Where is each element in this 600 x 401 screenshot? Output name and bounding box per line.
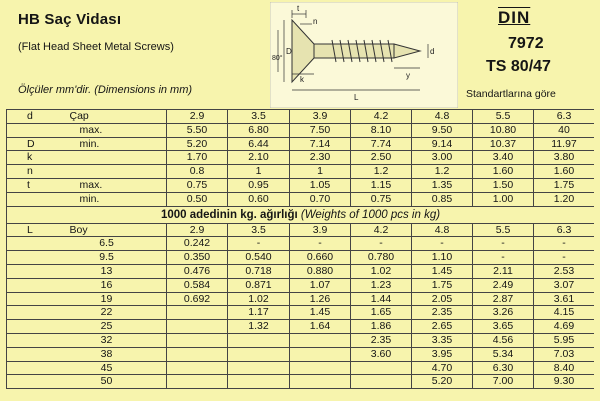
weight-row bbox=[7, 375, 595, 389]
weight-cell bbox=[351, 375, 412, 389]
size-cell: 3.5 bbox=[228, 110, 290, 124]
size-cell: 4.2 bbox=[351, 110, 412, 124]
weight-cell: 1.45 bbox=[290, 306, 351, 320]
weight-cell: 1.07 bbox=[290, 278, 351, 292]
t-min-row bbox=[7, 192, 595, 206]
k-label: k bbox=[7, 151, 62, 165]
n-cell: 1.2 bbox=[412, 165, 473, 179]
weight-cell: 0.584 bbox=[167, 278, 228, 292]
k-cell: 3.00 bbox=[412, 151, 473, 165]
weight-cell: 1.44 bbox=[351, 292, 412, 306]
weight-cell: 4.56 bbox=[473, 333, 534, 347]
n-cell: 1 bbox=[290, 165, 351, 179]
n-cell: 1.60 bbox=[473, 165, 534, 179]
D-max-label: max. bbox=[62, 123, 167, 137]
t-max-cell: 1.05 bbox=[290, 178, 351, 192]
weights-title: 1000 adedinin kg. ağırlığı bbox=[160, 208, 298, 221]
k-cell: 3.80 bbox=[534, 151, 595, 165]
size-cell: 5.5 bbox=[473, 110, 534, 124]
weight-size-cell: 3.9 bbox=[290, 223, 351, 237]
weight-cell: 2.35 bbox=[412, 306, 473, 320]
weights-body bbox=[7, 223, 595, 389]
weight-cell: 4.15 bbox=[534, 306, 595, 320]
n-sub bbox=[62, 165, 167, 179]
weight-cell: 4.70 bbox=[412, 361, 473, 375]
D-min-cell: 11.97 bbox=[534, 137, 595, 151]
t-min-cell: 0.75 bbox=[351, 192, 412, 206]
length-cell: 13 bbox=[7, 264, 167, 278]
t-max-cell: 0.95 bbox=[228, 178, 290, 192]
t-max-cell: 0.75 bbox=[167, 178, 228, 192]
weight-row bbox=[7, 251, 595, 265]
weight-cell: 1.02 bbox=[228, 292, 290, 306]
D-max-cell: 5.50 bbox=[167, 123, 228, 137]
weight-cell: 5.95 bbox=[534, 333, 595, 347]
length-cell: 22 bbox=[7, 306, 167, 320]
weights-header-row bbox=[7, 206, 595, 223]
weight-cell: 8.40 bbox=[534, 361, 595, 375]
n-label: n bbox=[7, 165, 62, 179]
D-max-cell: 40 bbox=[534, 123, 595, 137]
weight-cell bbox=[167, 361, 228, 375]
t-min-cell: 0.50 bbox=[167, 192, 228, 206]
weight-cell: 0.871 bbox=[228, 278, 290, 292]
t-min-cell: 0.85 bbox=[412, 192, 473, 206]
weight-cell: 1.86 bbox=[351, 320, 412, 334]
size-cell: 3.9 bbox=[290, 110, 351, 124]
weight-cell: 2.11 bbox=[473, 264, 534, 278]
size-cell: 6.3 bbox=[534, 110, 595, 124]
D-min-cell: 10.37 bbox=[473, 137, 534, 151]
D-min-cell: 7.14 bbox=[290, 137, 351, 151]
weights-size-header-row bbox=[7, 223, 595, 237]
weight-cell bbox=[167, 333, 228, 347]
length-cell: 45 bbox=[7, 361, 167, 375]
weight-cell: 0.660 bbox=[290, 251, 351, 265]
weight-row bbox=[7, 347, 595, 361]
weight-cell: 0.692 bbox=[167, 292, 228, 306]
D-max-row bbox=[7, 123, 595, 137]
weight-row bbox=[7, 333, 595, 347]
weight-cell: 1.17 bbox=[228, 306, 290, 320]
weight-row bbox=[7, 278, 595, 292]
weight-cell: 6.30 bbox=[473, 361, 534, 375]
boy-label: Boy bbox=[62, 223, 167, 237]
n-cell: 0.8 bbox=[167, 165, 228, 179]
weight-cell: 0.476 bbox=[167, 264, 228, 278]
weight-cell: 5.20 bbox=[412, 375, 473, 389]
k-cell: 2.10 bbox=[228, 151, 290, 165]
weight-cell: 5.34 bbox=[473, 347, 534, 361]
weight-cell: 0.540 bbox=[228, 251, 290, 265]
header bbox=[0, 0, 600, 110]
weight-cell: - bbox=[534, 237, 595, 251]
weight-cell: 1.10 bbox=[412, 251, 473, 265]
weight-cell: 2.53 bbox=[534, 264, 595, 278]
weight-cell: 1.26 bbox=[290, 292, 351, 306]
n-row bbox=[7, 165, 595, 179]
t-min-cell: 0.60 bbox=[228, 192, 290, 206]
weight-cell: 1.45 bbox=[412, 264, 473, 278]
length-cell: 9.5 bbox=[7, 251, 167, 265]
t-max-label: max. bbox=[62, 178, 167, 192]
weight-cell bbox=[167, 306, 228, 320]
weight-cell bbox=[167, 375, 228, 389]
weight-cell bbox=[290, 333, 351, 347]
weight-row bbox=[7, 306, 595, 320]
weight-row bbox=[7, 361, 595, 375]
D-min-row bbox=[7, 137, 595, 151]
weight-cell: 0.718 bbox=[228, 264, 290, 278]
weight-cell: 1.64 bbox=[290, 320, 351, 334]
weight-cell: - bbox=[473, 251, 534, 265]
weight-cell: 1.75 bbox=[412, 278, 473, 292]
weight-cell: - bbox=[351, 237, 412, 251]
weight-cell bbox=[228, 333, 290, 347]
weight-cell: 3.95 bbox=[412, 347, 473, 361]
length-cell: 19 bbox=[7, 292, 167, 306]
t-label: t bbox=[7, 178, 62, 192]
din-label: DIN bbox=[498, 8, 531, 27]
k-cell: 3.40 bbox=[473, 151, 534, 165]
weight-size-cell: 4.8 bbox=[412, 223, 473, 237]
spec-table-wrap bbox=[6, 109, 594, 399]
label-d: d bbox=[430, 47, 435, 56]
weight-size-cell: 4.2 bbox=[351, 223, 412, 237]
weight-cell: 1.32 bbox=[228, 320, 290, 334]
t-max-row bbox=[7, 178, 595, 192]
weight-cell: - bbox=[228, 237, 290, 251]
weight-size-cell: 5.5 bbox=[473, 223, 534, 237]
weight-cell: 7.03 bbox=[534, 347, 595, 361]
t-min-cell: 0.70 bbox=[290, 192, 351, 206]
standards-note: Standartlarına göre bbox=[466, 88, 556, 100]
weight-cell bbox=[228, 375, 290, 389]
k-cell: 2.50 bbox=[351, 151, 412, 165]
weight-row bbox=[7, 320, 595, 334]
weight-cell: 1.02 bbox=[351, 264, 412, 278]
D-label: D bbox=[7, 137, 62, 151]
weight-cell: 0.242 bbox=[167, 237, 228, 251]
weight-cell: 2.35 bbox=[351, 333, 412, 347]
n-cell: 1.60 bbox=[534, 165, 595, 179]
n-cell: 1.2 bbox=[351, 165, 412, 179]
D-max-cell: 7.50 bbox=[290, 123, 351, 137]
label-t: t bbox=[297, 4, 300, 13]
din-number: 7972 bbox=[508, 35, 544, 52]
weight-row bbox=[7, 264, 595, 278]
page-title: HB Saç Vidası bbox=[18, 11, 122, 28]
weight-cell bbox=[167, 320, 228, 334]
dimensions-body bbox=[7, 110, 595, 207]
t-max-cell: 1.50 bbox=[473, 178, 534, 192]
t-min-cell: 1.20 bbox=[534, 192, 595, 206]
n-cell: 1 bbox=[228, 165, 290, 179]
weight-cell: 0.350 bbox=[167, 251, 228, 265]
d-sub-label: Çap bbox=[62, 110, 167, 124]
weight-cell: 0.780 bbox=[351, 251, 412, 265]
label-k: k bbox=[300, 75, 304, 84]
weight-cell: 1.65 bbox=[351, 306, 412, 320]
k-cell: 2.30 bbox=[290, 151, 351, 165]
weight-cell: 2.05 bbox=[412, 292, 473, 306]
weight-cell: 3.60 bbox=[351, 347, 412, 361]
weight-cell bbox=[228, 347, 290, 361]
D-min-label: min. bbox=[62, 137, 167, 151]
d-row bbox=[7, 110, 595, 124]
length-cell: 50 bbox=[7, 375, 167, 389]
length-cell: 38 bbox=[7, 347, 167, 361]
D-max-cell: 9.50 bbox=[412, 123, 473, 137]
length-cell: 25 bbox=[7, 320, 167, 334]
weight-cell: 3.26 bbox=[473, 306, 534, 320]
t-max-cell: 1.75 bbox=[534, 178, 595, 192]
t-min-label: min. bbox=[62, 192, 167, 206]
weight-row bbox=[7, 292, 595, 306]
spec-table bbox=[6, 109, 594, 389]
screw-drawing bbox=[270, 2, 458, 108]
weight-cell: 2.65 bbox=[412, 320, 473, 334]
D-min-cell: 5.20 bbox=[167, 137, 228, 151]
page-subtitle: (Flat Head Sheet Metal Screws) bbox=[18, 41, 174, 53]
weight-cell: 0.880 bbox=[290, 264, 351, 278]
weight-cell: 3.07 bbox=[534, 278, 595, 292]
t-label-bottom bbox=[7, 192, 62, 206]
weight-cell: 3.65 bbox=[473, 320, 534, 334]
d-label: d bbox=[7, 110, 62, 124]
weight-cell: 4.69 bbox=[534, 320, 595, 334]
length-cell: 16 bbox=[7, 278, 167, 292]
k-row bbox=[7, 151, 595, 165]
D-min-cell: 9.14 bbox=[412, 137, 473, 151]
D-min-cell: 7.74 bbox=[351, 137, 412, 151]
weight-cell: - bbox=[412, 237, 473, 251]
ts-number: TS 80/47 bbox=[486, 58, 551, 75]
weight-cell: 2.49 bbox=[473, 278, 534, 292]
label-n: n bbox=[313, 17, 318, 26]
weight-cell: 7.00 bbox=[473, 375, 534, 389]
t-min-cell: 1.00 bbox=[473, 192, 534, 206]
length-cell: 32 bbox=[7, 333, 167, 347]
label-L: L bbox=[354, 93, 359, 102]
D-max-cell: 6.80 bbox=[228, 123, 290, 137]
label-y: y bbox=[406, 71, 410, 80]
weight-cell: 3.35 bbox=[412, 333, 473, 347]
t-max-cell: 1.15 bbox=[351, 178, 412, 192]
D-max-cell: 8.10 bbox=[351, 123, 412, 137]
weight-row bbox=[7, 237, 595, 251]
weight-cell: - bbox=[290, 237, 351, 251]
weights-title-cell bbox=[7, 206, 595, 223]
weight-size-cell: 6.3 bbox=[534, 223, 595, 237]
label-angle: 80° bbox=[272, 55, 283, 62]
D-min-cell: 6.44 bbox=[228, 137, 290, 151]
weight-size-cell: 3.5 bbox=[228, 223, 290, 237]
weight-cell bbox=[351, 361, 412, 375]
t-max-cell: 1.35 bbox=[412, 178, 473, 192]
weight-cell: - bbox=[473, 237, 534, 251]
units-note: Ölçüler mm'dir. (Dimensions in mm) bbox=[18, 84, 193, 96]
weight-cell bbox=[290, 347, 351, 361]
size-cell: 2.9 bbox=[167, 110, 228, 124]
weight-cell bbox=[290, 361, 351, 375]
weight-size-cell: 2.9 bbox=[167, 223, 228, 237]
D-max-cell: 10.80 bbox=[473, 123, 534, 137]
weight-cell: 1.23 bbox=[351, 278, 412, 292]
weight-cell bbox=[228, 361, 290, 375]
weights-title-en: (Weights of 1000 pcs in kg) bbox=[300, 208, 441, 221]
label-D: D bbox=[286, 47, 292, 56]
length-cell: 6.5 bbox=[7, 237, 167, 251]
k-cell: 1.70 bbox=[167, 151, 228, 165]
weight-cell: 9.30 bbox=[534, 375, 595, 389]
k-sub bbox=[62, 151, 167, 165]
weight-cell: 3.61 bbox=[534, 292, 595, 306]
weight-cell: 2.87 bbox=[473, 292, 534, 306]
size-cell: 4.8 bbox=[412, 110, 473, 124]
L-label: L bbox=[7, 223, 62, 237]
weight-cell bbox=[290, 375, 351, 389]
weight-cell bbox=[167, 347, 228, 361]
D-label-top bbox=[7, 123, 62, 137]
weight-cell: - bbox=[534, 251, 595, 265]
